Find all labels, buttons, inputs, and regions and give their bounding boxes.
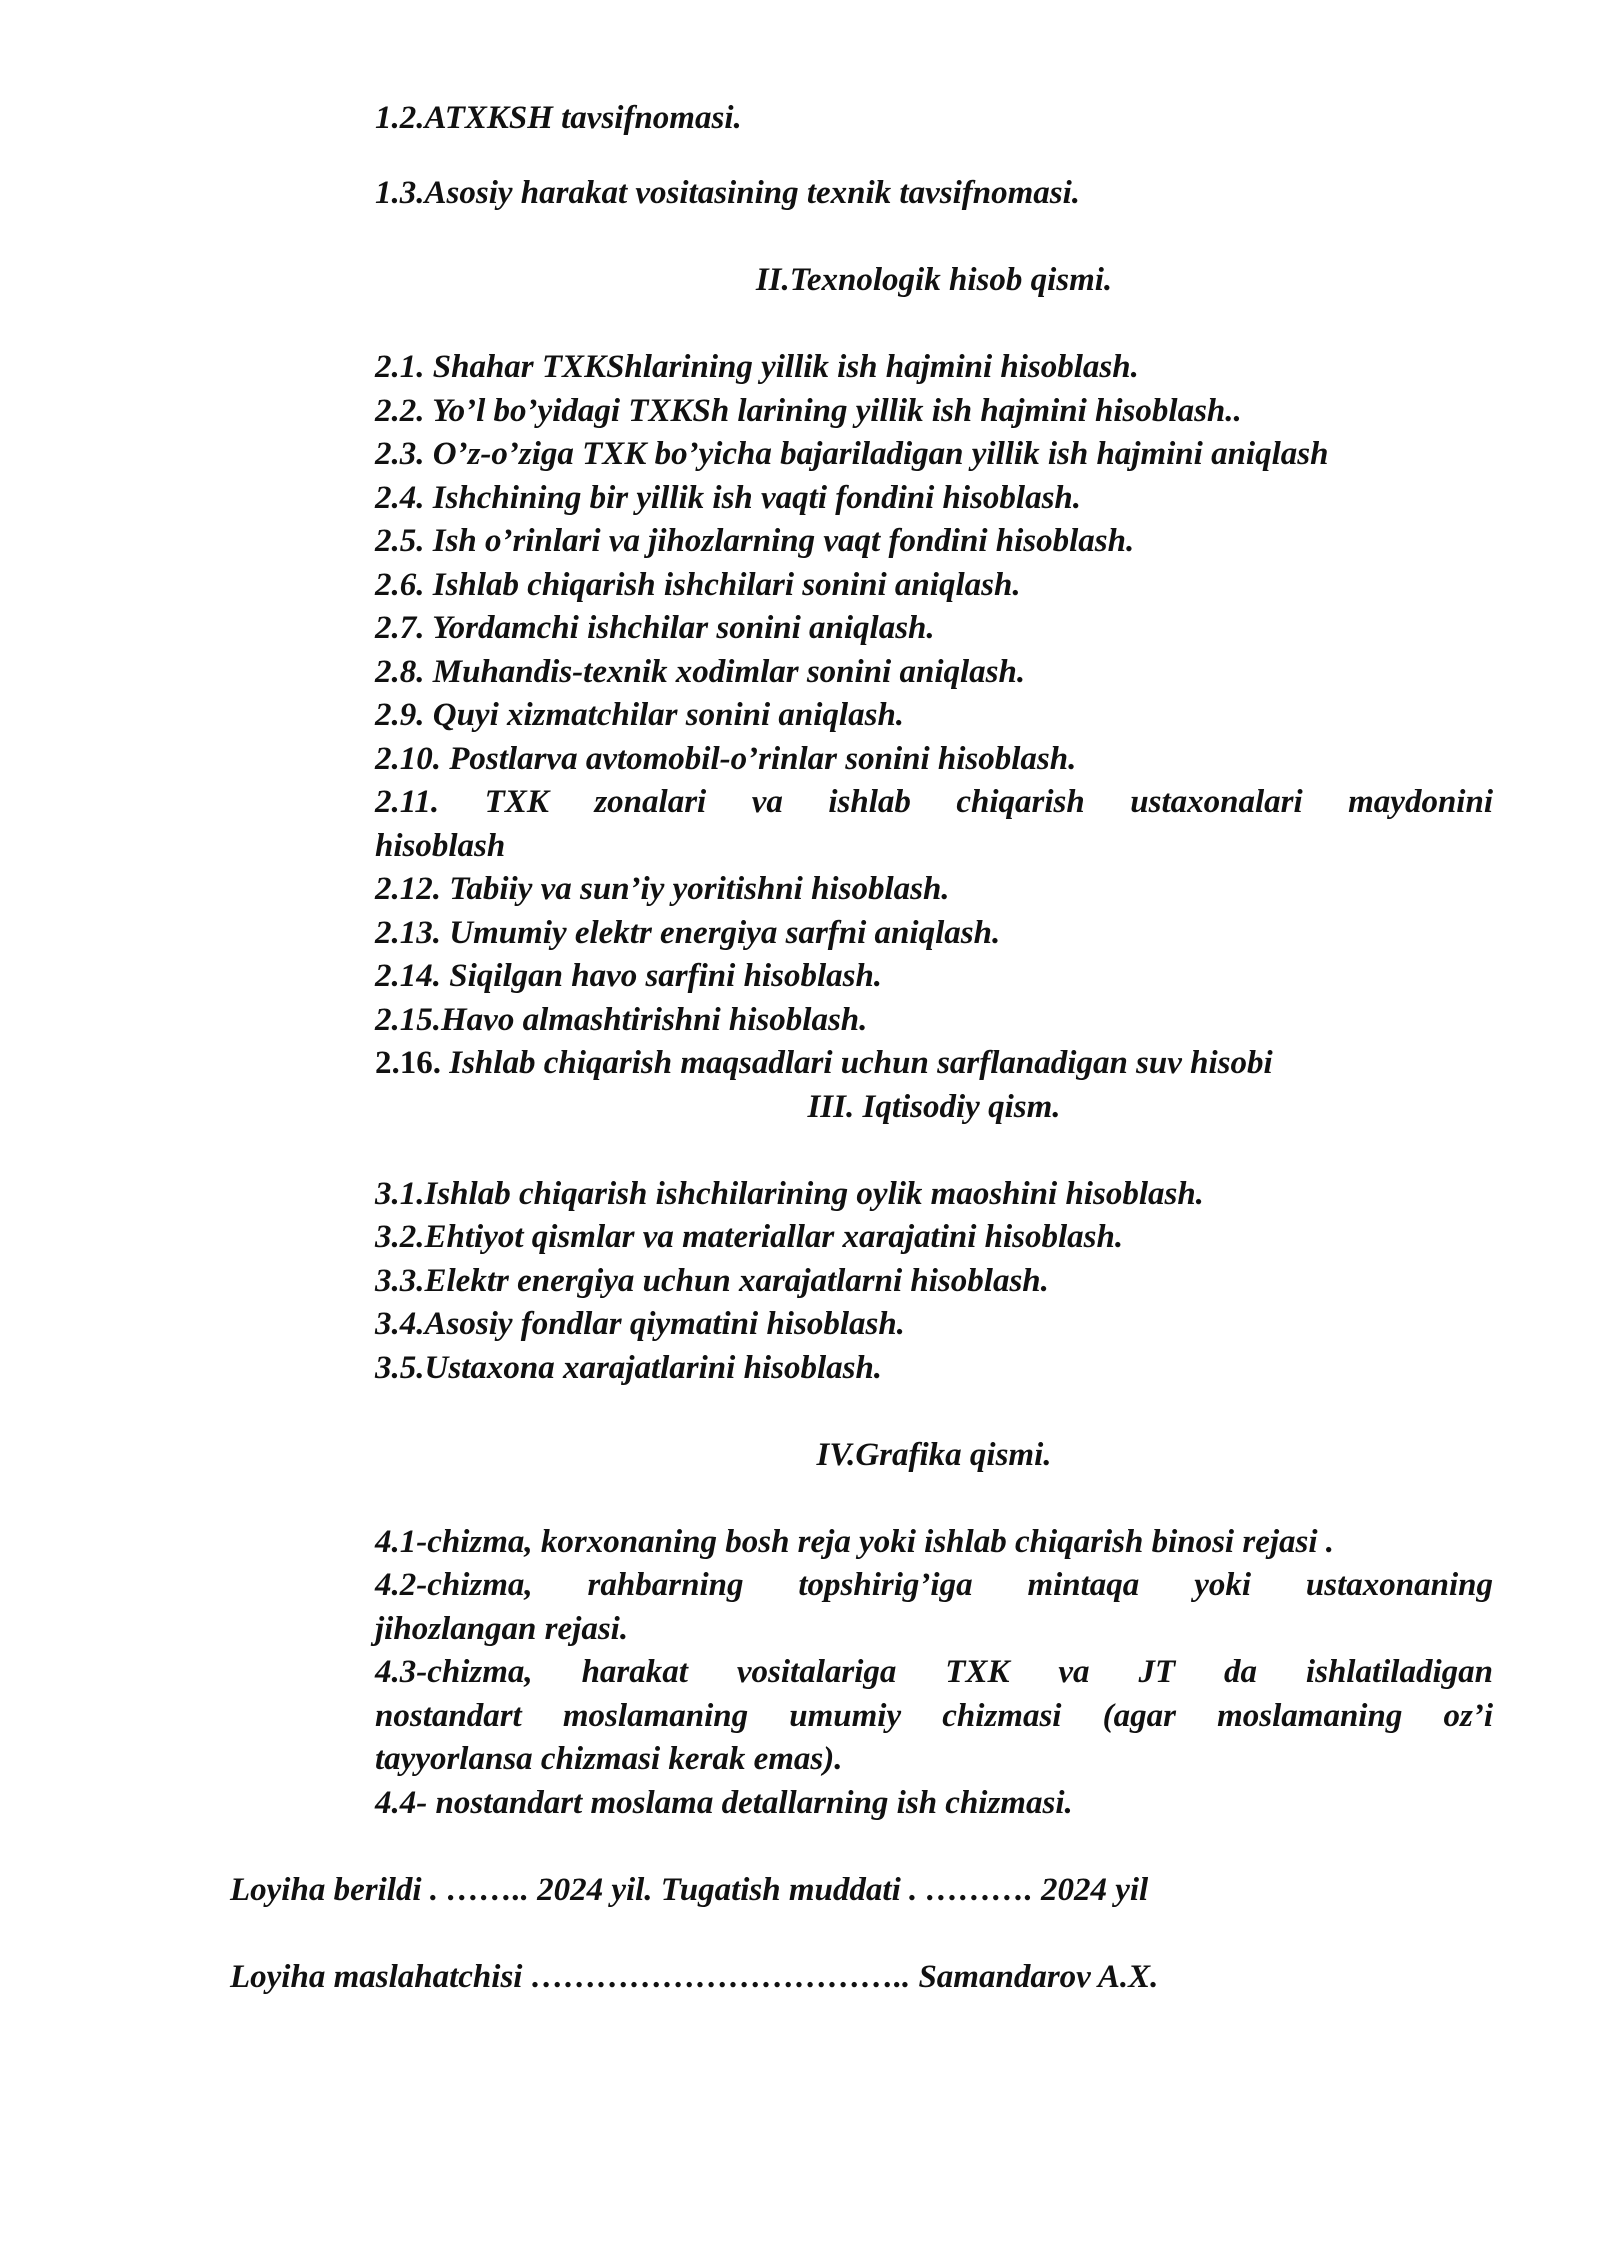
project-issued-line: Loyiha berildi . …….. 2024 yil. Tugatish muddati . ………. 2024 yil [230, 1871, 1149, 1908]
item-2-2: 2.2. Yo’l bo’yidagi TXKSh larining yillik ish hajmini hisoblash.. [375, 392, 1242, 429]
item-4-4: 4.4- nostandart moslama detallarning ish chizmasi. [375, 1784, 1073, 1821]
item-4-3-line1: 4.3-chizma, harakat vositalariga TXK va JT da ishlatiladigan [375, 1654, 1493, 1690]
item-2-7: 2.7. Yordamchi ishchilar sonini aniqlash. [375, 610, 935, 646]
item-2-13: 2.13. Umumiy elektr energiya sarfni aniqlash. [375, 914, 1001, 951]
item-2-16-text: Ishlab chiqarish maqsadlari uchun sarflanadigan suv hisobi [441, 1045, 1273, 1081]
item-2-4: 2.4. Ishchining bir yillik ish vaqti fondini hisoblash. [375, 479, 1082, 516]
item-1-2: 1.2.ATXKSH tavsifnomasi. [375, 100, 742, 136]
item-3-2: 3.2.Ehtiyot qismlar va materiallar xarajatini hisoblash. [375, 1219, 1124, 1255]
item-3-4: 3.4.Asosiy fondlar qiymatini hisoblash. [375, 1306, 905, 1342]
item-3-5: 3.5.Ustaxona xarajatlarini hisoblash. [375, 1349, 883, 1386]
item-2-14: 2.14. Siqilgan havo sarfini hisoblash. [375, 958, 883, 994]
item-4-2-line1: 4.2-chizma, rahbarning topshirig’iga mintaqa yoki ustaxonaning [375, 1567, 1493, 1603]
section-3-heading: III. Iqtisodiy qism. [807, 1088, 1061, 1125]
item-2-9: 2.9. Quyi xizmatchilar sonini aniqlash. [375, 697, 905, 733]
item-4-1: 4.1-chizma, korxonaning bosh reja yoki ishlab chiqarish binosi rejasi . [375, 1523, 1335, 1560]
section-2-heading: II.Texnologik hisob qismi. [755, 262, 1113, 298]
item-2-3: 2.3. O’z-o’ziga TXK bo’yicha bajariladigan yillik ish hajmini aniqlash [375, 436, 1329, 472]
item-2-15: 2.15.Havo almashtirishni hisoblash. [375, 1001, 868, 1038]
item-2-16 [375, 1042, 1493, 1086]
item-2-12: 2.12. Tabiiy va sun’iy yoritishni hisoblash. [375, 871, 950, 907]
item-2-1: 2.1. Shahar TXKShlarining yillik ish hajmini hisoblash. [375, 349, 1139, 385]
section-4-heading: IV.Grafika qismi. [816, 1436, 1052, 1473]
item-2-5: 2.5. Ish o’rinlari va jihozlarning vaqt fondini hisoblash. [375, 523, 1135, 559]
item-4-2-line2: jihozlangan rejasi. [375, 1610, 629, 1647]
item-3-1: 3.1.Ishlab chiqarish ishchilarining oylik maoshini hisoblash. [375, 1175, 1204, 1212]
item-2-16-number: 2.16. [375, 1045, 441, 1081]
item-4-3-line3: tayyorlansa chizmasi kerak emas). [375, 1741, 843, 1777]
item-2-8: 2.8. Muhandis-texnik xodimlar sonini aniqlash. [375, 653, 1026, 690]
project-advisor-line: Loyiha maslahatchisi …………………………….. Samandarov A.X. [230, 1958, 1159, 1995]
item-2-11-line2: hisoblash [375, 827, 506, 864]
item-2-6: 2.6. Ishlab chiqarish ishchilari sonini aniqlash. [375, 566, 1021, 603]
item-2-11-line1: 2.11. TXK zonalari va ishlab chiqarish ustaxonalari maydonini [375, 784, 1493, 820]
item-4-3-line2: nostandart moslamaning umumiy chizmasi (agar moslamaning oz’i [375, 1697, 1493, 1734]
item-3-3: 3.3.Elektr energiya uchun xarajatlarni hisoblash. [375, 1262, 1049, 1299]
item-1-3: 1.3.Asosiy harakat vositasining texnik tavsifnomasi. [375, 175, 1081, 211]
item-2-10: 2.10. Postlarva avtomobil-o’rinlar sonini hisoblash. [375, 740, 1077, 777]
